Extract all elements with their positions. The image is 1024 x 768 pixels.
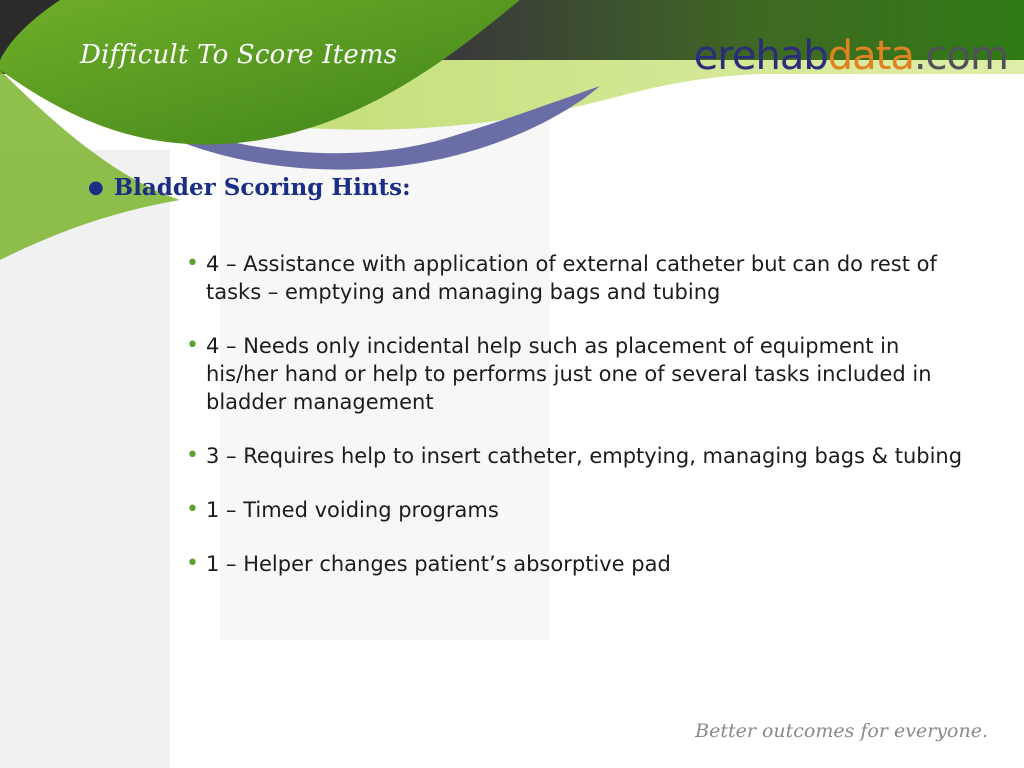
hint-text: 1 – Helper changes patient’s absorptive pad <box>206 552 671 576</box>
hint-item <box>186 250 966 306</box>
tagline: Better outcomes for everyone. <box>695 720 988 742</box>
hint-text: 3 – Requires help to insert catheter, emptying, managing bags & tubing <box>206 444 963 468</box>
hint-item <box>186 332 966 416</box>
logo-part-com: .com <box>913 33 1008 79</box>
logo-part-data: data <box>827 33 914 79</box>
heading-bullet-icon: ● <box>88 177 104 198</box>
bullet-icon: • <box>186 251 199 276</box>
hint-item <box>186 550 966 578</box>
hint-item <box>186 442 966 470</box>
bladder-hints-list <box>186 250 966 604</box>
logo-part-erehab: erehab <box>693 33 828 79</box>
hint-text: 1 – Timed voiding programs <box>206 498 499 522</box>
bullet-icon: • <box>186 443 199 468</box>
bullet-icon: • <box>186 551 199 576</box>
hint-text: 4 – Needs only incidental help such as placement of equipment in his/her hand or help to performs just one of several tasks included in bladder management <box>206 334 932 414</box>
bullet-icon: • <box>186 333 199 358</box>
bullet-icon: • <box>186 497 199 522</box>
slide-title: Difficult To Score Items <box>80 40 398 70</box>
hint-text: 4 – Assistance with application of external catheter but can do rest of tasks – emptying and managing bags and tubing <box>206 252 937 304</box>
section-heading-row <box>88 174 411 201</box>
erehabdata-logo <box>694 30 1008 82</box>
section-heading: Bladder Scoring Hints: <box>113 174 411 201</box>
hint-item <box>186 496 966 524</box>
